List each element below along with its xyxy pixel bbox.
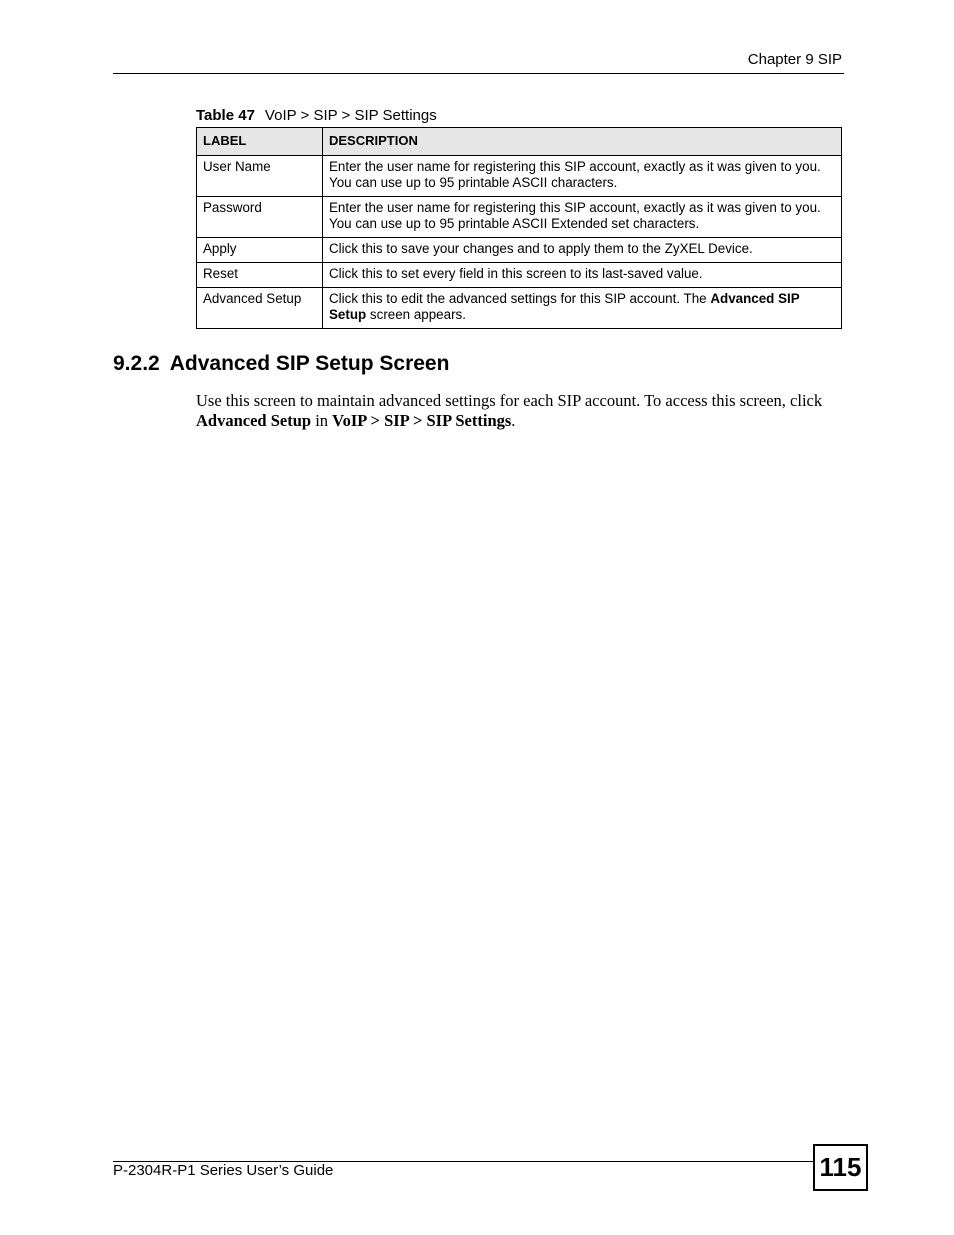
row-description: Click this to save your changes and to apply them to the ZyXEL Device.	[323, 238, 842, 263]
section-title: Advanced SIP Setup Screen	[169, 352, 450, 375]
para-text-mid: in	[311, 411, 333, 430]
table-caption-label: Table 47	[196, 107, 255, 124]
description-text: Click this to edit the advanced settings for this SIP account. The	[329, 291, 711, 306]
row-label: Advanced Setup	[197, 288, 323, 329]
row-description: Enter the user name for registering this SIP account, exactly as it was given to you. You can use up to 95 printable ASCII characters.	[323, 156, 842, 197]
column-header-description: DESCRIPTION	[323, 128, 842, 156]
table-header-row	[197, 128, 842, 156]
row-label: User Name	[197, 156, 323, 197]
para-text-end: .	[511, 411, 516, 430]
row-description: Enter the user name for registering this SIP account, exactly as it was given to you. You can use up to 95 printable ASCII Extended set characters.	[323, 197, 842, 238]
table-caption-text: VoIP > SIP > SIP Settings	[264, 107, 437, 124]
para-text: Use this screen to maintain advanced settings for each SIP account. To access this screen, click	[196, 391, 823, 410]
row-description: Click this to set every field in this screen to its last-saved value.	[323, 263, 842, 288]
header-divider	[113, 73, 844, 74]
para-bold-advanced-setup: Advanced Setup	[196, 411, 312, 430]
row-description	[323, 288, 842, 329]
table-row	[197, 197, 842, 238]
table-row	[197, 156, 842, 197]
table-row	[197, 238, 842, 263]
row-label: Password	[197, 197, 323, 238]
table-row	[197, 288, 842, 329]
row-label: Reset	[197, 263, 323, 288]
chapter-header: Chapter 9 SIP	[747, 51, 842, 68]
para-bold-menu-path: VoIP > SIP > SIP Settings	[332, 411, 512, 430]
section-heading	[113, 352, 449, 376]
body-paragraph	[196, 391, 826, 431]
section-number: 9.2.2	[113, 352, 160, 375]
table-row	[197, 263, 842, 288]
row-label: Apply	[197, 238, 323, 263]
table-caption	[196, 107, 437, 124]
description-bold-term: Advanced SIP Setup	[329, 291, 800, 322]
sip-settings-table	[196, 127, 842, 329]
page-number: 115	[813, 1144, 868, 1191]
description-text-end: screen appears.	[366, 307, 466, 322]
column-header-label: LABEL	[197, 128, 323, 156]
guide-title: P-2304R-P1 Series User’s Guide	[113, 1162, 334, 1179]
